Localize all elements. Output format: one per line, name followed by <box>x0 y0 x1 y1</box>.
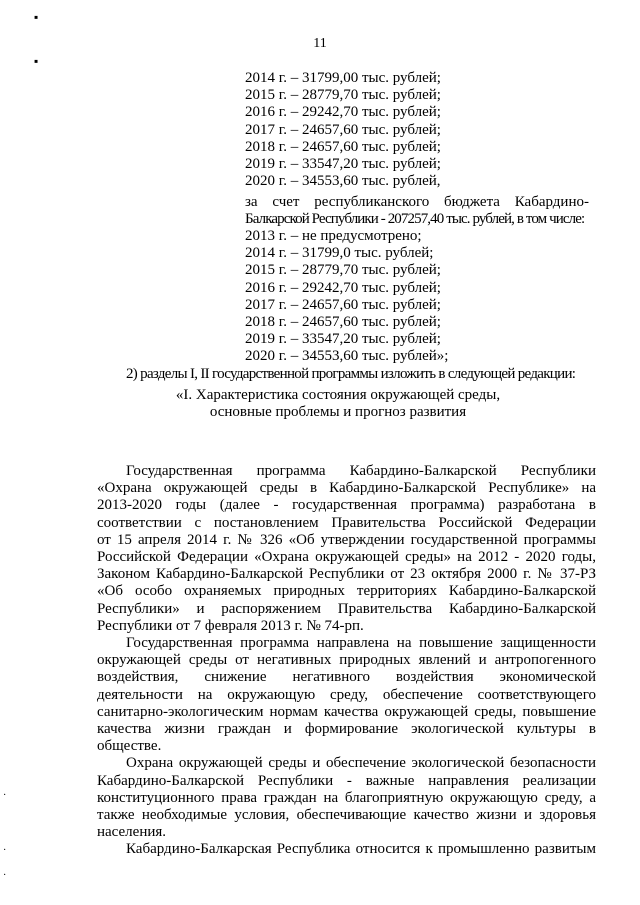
scan-mark: ▪ <box>34 54 39 68</box>
scan-mark: · <box>3 845 7 856</box>
paragraph-line: Кабардино-Балкарской Республики - важные направления реализации <box>97 772 596 789</box>
funding-list-total <box>245 70 585 190</box>
budget-intro-line: Балкарской Республики - 207257,40 тыс. рублей, в том числе: <box>245 211 585 228</box>
scan-mark: ▪ <box>34 10 39 24</box>
paragraph-line: Кабардино-Балкарская Республика относится к промышленно развитым <box>126 841 596 858</box>
funding-line: 2020 г. – 34553,60 тыс. рублей»; <box>245 348 449 365</box>
funding-line: 2018 г. – 24657,60 тыс. рублей; <box>245 138 441 155</box>
funding-line: 2017 г. – 24657,60 тыс. рублей; <box>245 121 441 138</box>
funding-line: 2019 г. – 33547,20 тыс. рублей; <box>245 156 441 173</box>
funding-line: 2016 г. – 29242,70 тыс. рублей; <box>245 279 441 296</box>
paragraph-line: населения. <box>97 824 167 841</box>
paragraph-line: Российской Федерации «Охрана окружающей среды» на 2012 - 2020 годы, <box>97 549 596 566</box>
paragraph-line: деятельности на окружающую среду, обеспечение соответствующего <box>97 686 596 703</box>
paragraph <box>97 635 596 755</box>
paragraph-line: воздействия, снижение негативного воздействия экономической <box>97 669 596 686</box>
section-heading-line: «I. Характеристика состояния окружающей среды, <box>175 387 501 403</box>
section-heading-line: основные проблемы и прогноз развития <box>209 404 467 421</box>
funding-line: 2019 г. – 33547,20 тыс. рублей; <box>245 331 441 348</box>
paragraph <box>97 463 596 635</box>
funding-line: 2018 г. – 24657,60 тыс. рублей; <box>245 314 441 331</box>
funding-line: 2014 г. – 31799,0 тыс. рублей; <box>245 245 434 262</box>
funding-line: 2015 г. – 28779,70 тыс. рублей; <box>245 87 441 104</box>
paragraph-line: Государственная программа Кабардино-Балкарской Республики <box>126 463 596 479</box>
paragraph-line: санитарно-экологическим нормам качества окружающей среды, повышение <box>97 703 596 720</box>
body-text <box>97 463 596 859</box>
funding-line: 2015 г. – 28779,70 тыс. рублей; <box>245 262 441 279</box>
paragraph-line: Республики от 7 февраля 2013 г. № 74-рп. <box>97 617 364 634</box>
paragraph-line: 2013-2020 годы (далее - государственная программа) разработана в <box>97 497 596 514</box>
paragraph-line: Государственная программа направлена на повышение защищенности <box>126 635 596 652</box>
paragraph-line: также необходимые условия, обеспечивающие качество жизни и здоровья <box>97 807 596 824</box>
paragraph-line: соответствии с постановлением Правительства Российской Федерации <box>97 514 596 531</box>
section-heading <box>0 387 640 421</box>
paragraph <box>97 841 596 858</box>
budget-intro-line: за счет республиканского бюджета Кабардино- <box>245 194 589 210</box>
funding-line: 2017 г. – 24657,60 тыс. рублей; <box>245 296 441 313</box>
paragraph-line: Законом Кабардино-Балкарской Республики от 23 октября 2000 г. № 37-РЗ <box>97 566 596 583</box>
page-number: 11 <box>313 36 327 51</box>
paragraph <box>97 755 596 841</box>
amendment-line: 2) разделы I, II государственной программы изложить в следующей редакции: <box>126 366 576 382</box>
amendment-text <box>126 366 596 383</box>
funding-line: 2013 г. – не предусмотрено; <box>245 228 422 244</box>
paragraph-line: «Охрана окружающей среды в Кабардино-Балкарской Республике» на <box>97 480 596 497</box>
funding-line: 2016 г. – 29242,70 тыс. рублей; <box>245 104 441 121</box>
funding-list-republic <box>245 228 585 366</box>
budget-intro <box>245 194 589 228</box>
paragraph-line: окружающей среды от негативных природных явлений и антропогенного <box>97 652 596 669</box>
paragraph-line: качества жизни граждан и формирование экологической культуры в <box>97 721 596 738</box>
funding-line: 2020 г. – 34553,60 тыс. рублей, <box>245 173 441 190</box>
paragraph-line: обществе. <box>97 738 162 755</box>
paragraph-line: от 15 апреля 2014 г. № 326 «Об утверждении государственной программы <box>97 531 596 548</box>
scan-mark: · <box>3 870 7 881</box>
paragraph-line: конституционного права граждан на благоприятную окружающую среду, а <box>97 789 596 806</box>
paragraph-line: «Об особо охраняемых природных территориях Кабардино-Балкарской <box>97 583 596 600</box>
funding-line: 2014 г. – 31799,00 тыс. рублей; <box>245 70 441 86</box>
scan-mark: · <box>3 790 7 801</box>
paragraph-line: Республики» и распоряжением Правительства Кабардино-Балкарской <box>97 600 596 617</box>
paragraph-line: Охрана окружающей среды и обеспечение экологической безопасности <box>126 755 596 772</box>
